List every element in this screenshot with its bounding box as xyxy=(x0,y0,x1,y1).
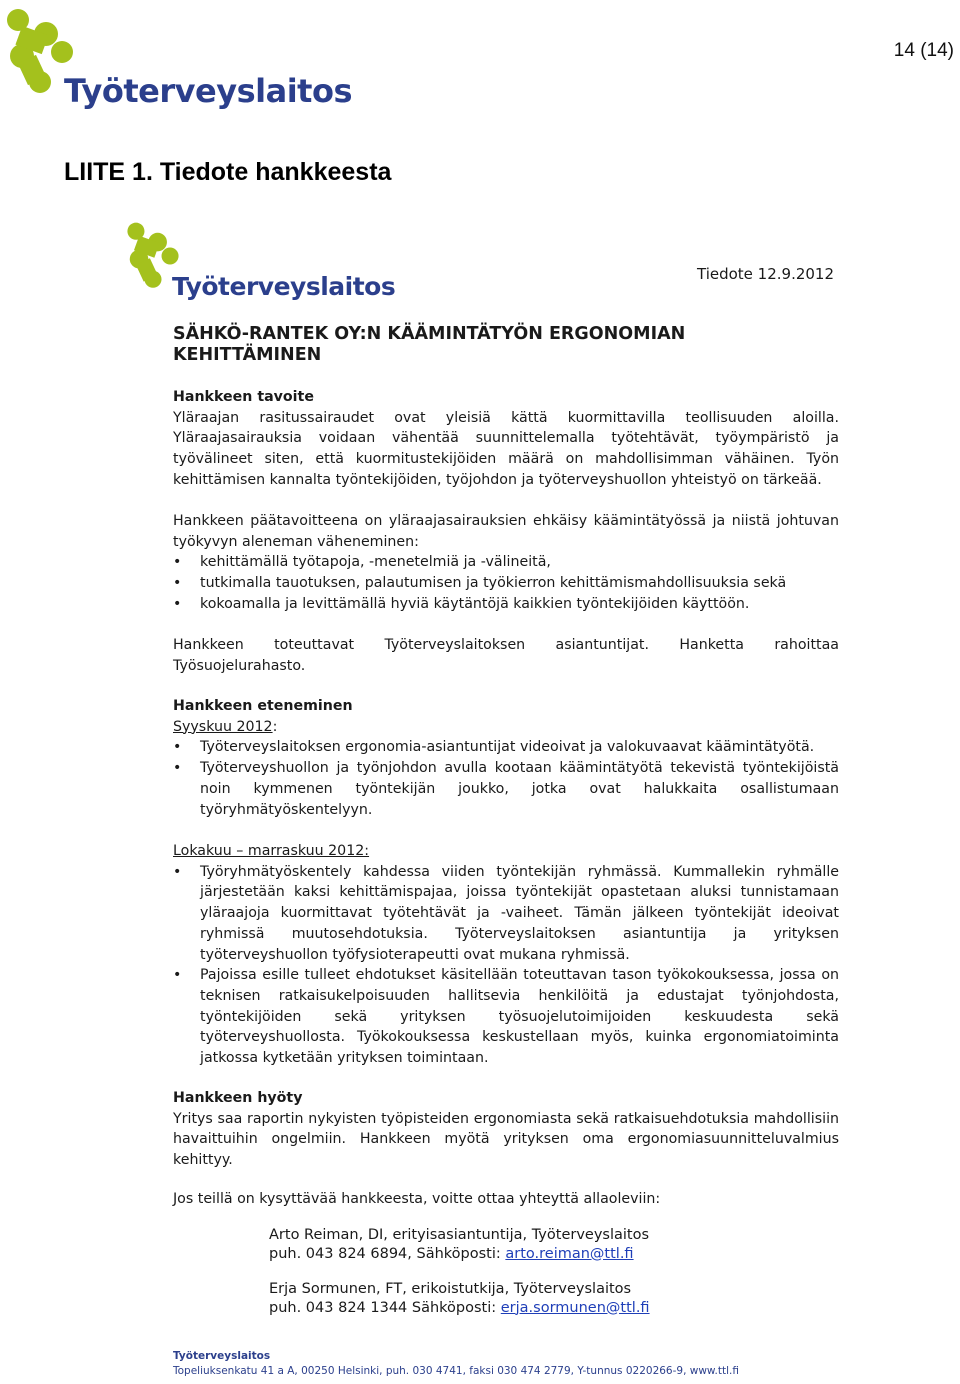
main-goal-list xyxy=(173,552,839,614)
list-item: • tutkimalla tauotuksen, palautumisen ja työkierron kehittämismahdollisuuksia sekä xyxy=(173,575,787,592)
release-logo xyxy=(122,220,396,310)
phase2-list xyxy=(173,862,839,1069)
goal-heading: Hankkeen tavoite xyxy=(173,389,314,405)
logo-wordmark: Työterveyslaitos xyxy=(64,72,352,110)
contact-intro: Jos teillä on kysyttävää hankkeesta, voitte ottaa yhteyttä allaoleviin: xyxy=(173,1191,661,1207)
phase1-list xyxy=(173,737,839,820)
phase2-section xyxy=(173,841,839,1069)
contact-block-1 xyxy=(269,1226,649,1263)
benefit-heading: Hankkeen hyöty xyxy=(173,1090,303,1106)
page-number: 14 (14) xyxy=(893,40,954,61)
list-item: • Työryhmätyöskentely kahdessa viiden työntekijän ryhmässä. Kummallekin ryhmälle järjestetään kaksi kehittämispajaa, joissa työntekijät opastetaan aluksi tunnistamaan yläraajoja kuormittavat työtehtävät ja -vaiheet. Tämän jälkeen työntekijät ideoivat ryhmissä muutosehdotuksia. Työterveyslaitoksen asiantuntija ja yrityksen työterveyshuollon työfysioterapeutti ovat mukana ryhmissä. xyxy=(173,863,839,963)
main-goal-text: Hankkeen päätavoitteena on yläraajasairauksien ehkäisy käämintätyössä ja niistä johtuvan työkyvyn aleneman väheneminen: xyxy=(173,513,839,550)
benefit-section xyxy=(173,1088,839,1171)
list-item: • Työterveyslaitoksen ergonomia-asiantuntijat videoivat ja valokuvaavat käämintätyötä. xyxy=(173,739,815,756)
contact-name: Erja Sormunen, FT, erikoistutkija, Työterveyslaitos xyxy=(269,1281,632,1297)
implementers-text: Hankkeen toteuttavat Työterveyslaitoksen asiantuntijat. Hanketta rahoittaa Työsuojelurahasto. xyxy=(173,637,839,674)
release-title: SÄHKÖ-RANTEK OY:N KÄÄMINTÄTYÖN ERGONOMIAN KEHITTÄMINEN xyxy=(173,324,686,365)
email-link[interactable]: erja.sormunen@ttl.fi xyxy=(500,1299,650,1316)
phase2-label: Lokakuu – marraskuu 2012: xyxy=(173,843,370,859)
attachment-title: LIITE 1. Tiedote hankkeesta xyxy=(64,158,392,186)
email-link[interactable]: arto.reiman@ttl.fi xyxy=(505,1245,634,1262)
footer-address: Topeliuksenkatu 41 a A, 00250 Helsinki, puh. 030 4741, faksi 030 474 2779, Y-tunnus 0220266-9, www.ttl.fi xyxy=(173,1365,739,1377)
benefit-text: Yritys saa raportin nykyisten työpisteiden ergonomiasta sekä ratkaisuehdotuksia mahdollisiin havaittuihin ongelmiin. Hankkeen myötä yrityksen oma ergonomiasuunnitteluvalmius kehittyy. xyxy=(173,1110,839,1169)
list-item: • Pajoissa esille tulleet ehdotukset käsitellään toteuttavan tason työkokouksessa, jossa on teknisen ratkaisukelpoisuuden hallitsevia henkilöitä ja edustajat työnjohdosta, työntekijöiden sekä yrityksen työsuojelutoimijoiden keskuudesta sekä työterveyshuollosta. Työkokouksessa keskustellaan myös, kuinka ergonomiatoiminta jatkossa kytketään yrityksen toimintaan. xyxy=(173,967,839,1067)
release-date: Tiedote 12.9.2012 xyxy=(697,265,835,283)
list-item: • Työterveyshuollon ja työnjohdon avulla kootaan käämintätyötä tekevistä työntekijöistä noin kymmenen työntekijän joukko, jotka ovat halukkaita osallistumaan työryhmätyöskentelyyn. xyxy=(173,760,839,818)
contact-block-2 xyxy=(269,1280,650,1317)
main-goal-section xyxy=(173,511,839,615)
progress-section: Hankkeen eteneminen Syyskuu 2012: • Työterveyslaitoksen ergonomia-asiantuntijat videoivat ja valokuvaavat käämintätyötä. • Työterveyshuollon ja työnjohdon avulla kootaan käämintätyötä tekevistä työntekijöistä noin kymmenen työntekijän joukko, jotka ovat halukkaita osallistumaan työryhmätyöskentelyyn. xyxy=(173,696,839,820)
progress-heading: Hankkeen eteneminen xyxy=(173,698,353,714)
contact-phone: puh. 043 824 1344 Sähköposti: xyxy=(269,1299,501,1316)
list-item: • kokoamalla ja levittämällä hyviä käytäntöjä kaikkien työntekijöiden käyttöön. xyxy=(173,595,750,612)
contact-name: Arto Reiman, DI, erityisasiantuntija, Työterveyslaitos xyxy=(269,1227,650,1243)
footer-org: Työterveyslaitos xyxy=(173,1350,271,1362)
goal-text: Yläraajan rasitussairaudet ovat yleisiä kättä kuormittavilla teollisuuden aloilla. Yläraajasairauksia voidaan vähentää suunnittelemalla työtehtävät, työympäristö ja työvälineet siten, että kuormitustekijöiden määrä on mahdollisimman vähäinen. Työn kehittämisen kannalta työntekijöiden, työjohdon ja työterveyshuollon yhteistyö on tärkeää. xyxy=(173,409,839,488)
release-logo-wordmark: Työterveyslaitos xyxy=(172,272,396,301)
release-footer xyxy=(173,1349,739,1379)
list-item: • kehittämällä työtapoja, -menetelmiä ja -välineitä, xyxy=(173,554,551,571)
contact-phone: puh. 043 824 6894, Sähköposti: xyxy=(269,1245,506,1262)
header-logo xyxy=(0,6,352,116)
phase1-label: Syyskuu 2012 xyxy=(173,718,273,735)
goal-section xyxy=(173,387,839,491)
